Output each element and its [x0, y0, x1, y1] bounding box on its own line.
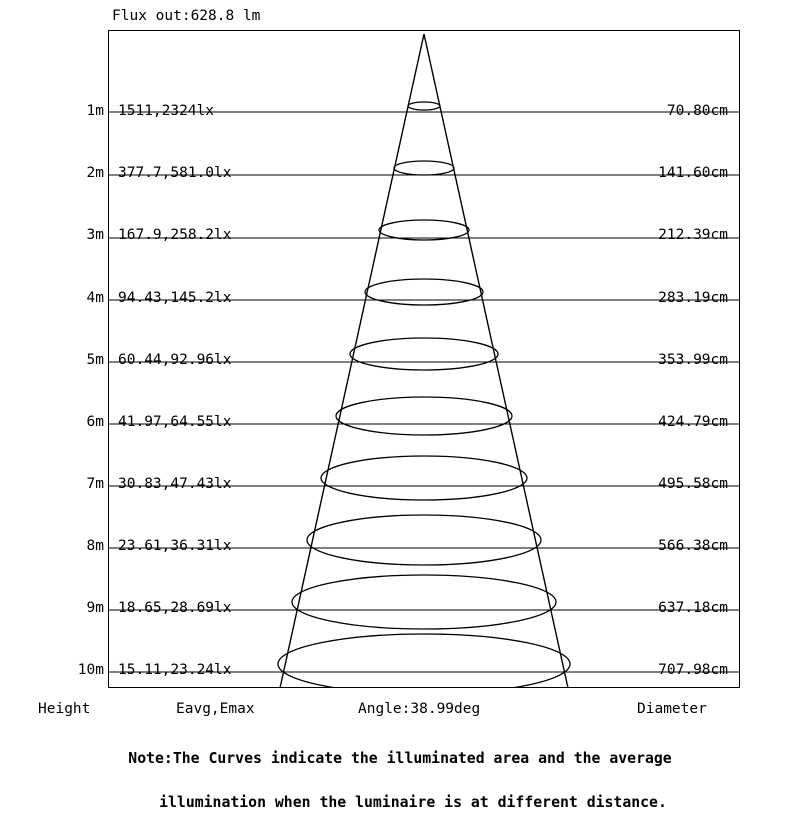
row-height-label: 3m	[86, 227, 104, 243]
axis-caption-diameter: Diameter	[637, 701, 707, 717]
row-diameter-value: 424.79cm	[658, 414, 728, 430]
row-diameter-value: 283.19cm	[658, 290, 728, 306]
row-diameter-value: 707.98cm	[658, 662, 728, 678]
chart-note-line-1: Note:The Curves indicate the illuminated area and the average	[128, 750, 672, 767]
row-eavg-emax-value: 60.44,92.96lx	[118, 352, 232, 368]
chart-note-line-2: illumination when the luminaire is at different distance.	[159, 794, 667, 811]
chart-note	[0, 726, 800, 836]
row-eavg-emax-value: 41.97,64.55lx	[118, 414, 232, 430]
row-eavg-emax-value: 18.65,28.69lx	[118, 600, 232, 616]
flux-output-label: Flux out:628.8 lm	[112, 8, 261, 24]
row-eavg-emax-value: 1511,2324lx	[118, 103, 215, 119]
row-height-label: 4m	[86, 290, 104, 306]
illumination-ellipses	[278, 102, 570, 688]
row-height-label: 10m	[77, 662, 104, 678]
grid-lines	[108, 112, 740, 672]
row-diameter-value: 141.60cm	[658, 165, 728, 181]
row-eavg-emax-value: 15.11,23.24lx	[118, 662, 232, 678]
beam-cone-edges	[280, 34, 568, 688]
axis-caption-angle: Angle:38.99deg	[358, 701, 481, 717]
row-diameter-value: 566.38cm	[658, 538, 728, 554]
axis-caption-eavg-emax: Eavg,Emax	[176, 701, 255, 717]
row-height-label: 8m	[86, 538, 104, 554]
row-eavg-emax-value: 94.43,145.2lx	[118, 290, 232, 306]
row-diameter-value: 495.58cm	[658, 476, 728, 492]
row-height-label: 7m	[86, 476, 104, 492]
row-height-label: 2m	[86, 165, 104, 181]
row-eavg-emax-value: 377.7,581.0lx	[118, 165, 232, 181]
row-eavg-emax-value: 30.83,47.43lx	[118, 476, 232, 492]
row-height-label: 1m	[86, 103, 104, 119]
row-eavg-emax-value: 167.9,258.2lx	[118, 227, 232, 243]
row-diameter-value: 212.39cm	[658, 227, 728, 243]
row-eavg-emax-value: 23.61,36.31lx	[118, 538, 232, 554]
row-height-label: 6m	[86, 414, 104, 430]
row-height-label: 9m	[86, 600, 104, 616]
row-diameter-value: 70.80cm	[666, 103, 728, 119]
row-height-label: 5m	[86, 352, 104, 368]
row-diameter-value: 353.99cm	[658, 352, 728, 368]
axis-caption-height: Height	[38, 701, 91, 717]
row-diameter-value: 637.18cm	[658, 600, 728, 616]
